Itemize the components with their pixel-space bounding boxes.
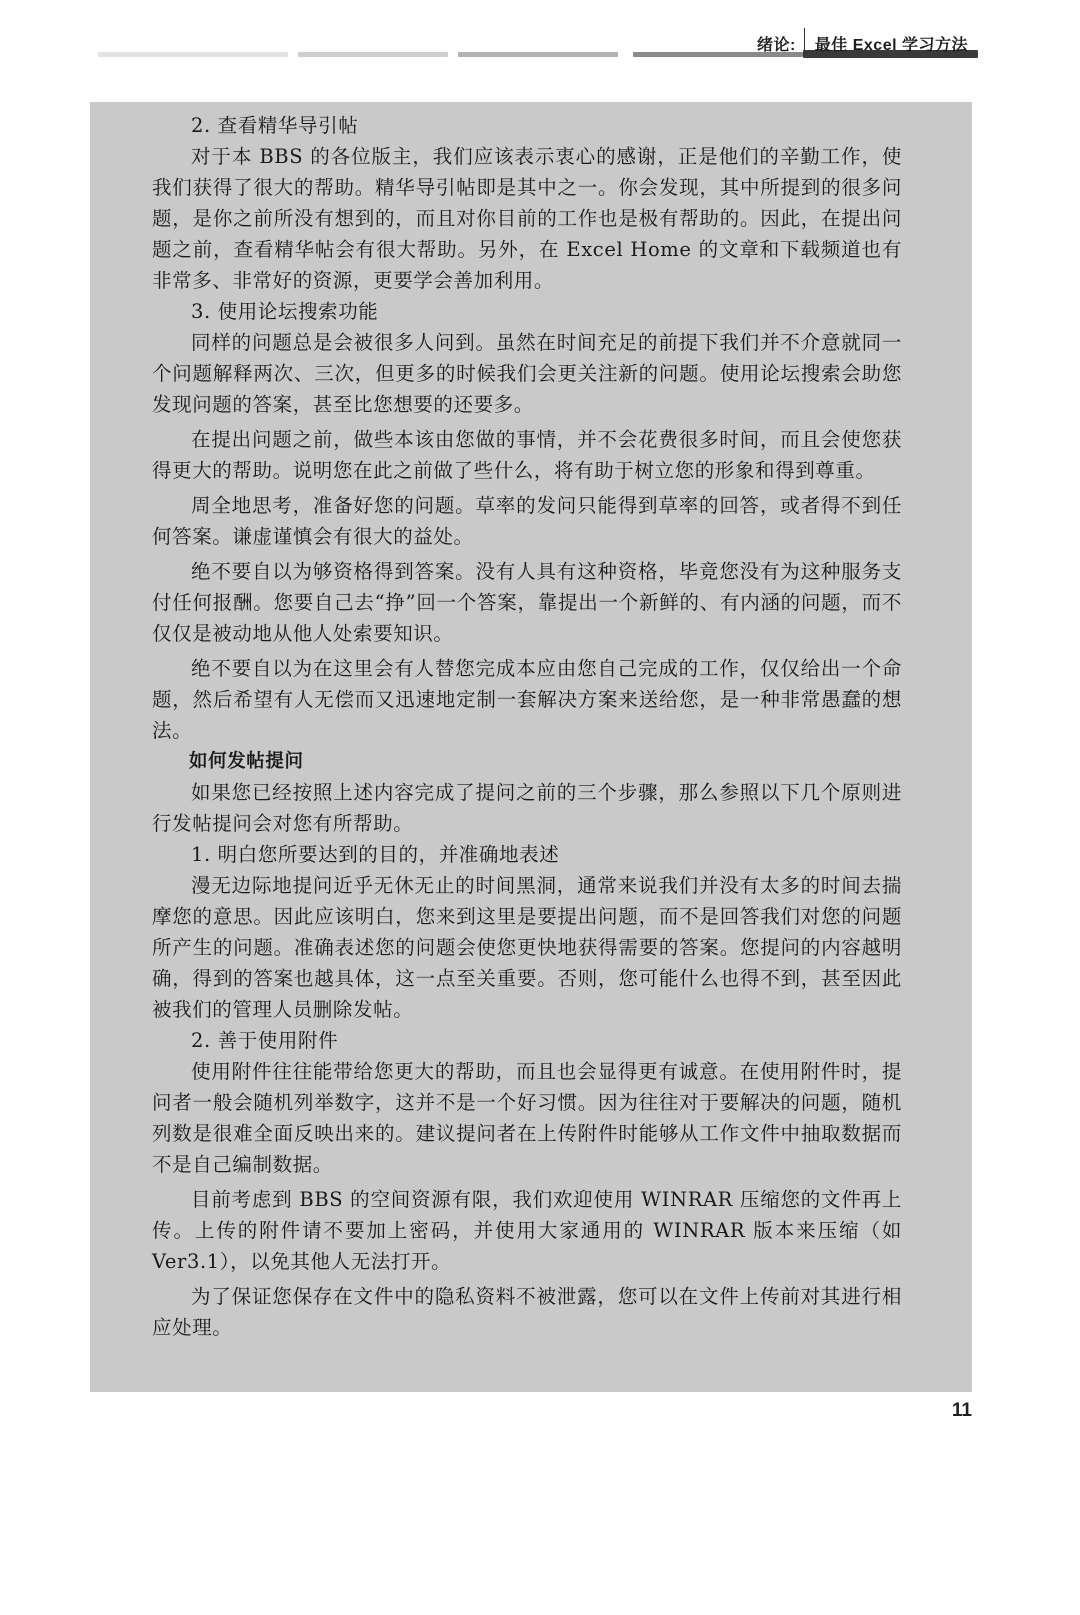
header-rule-segment (98, 52, 288, 57)
body-paragraph: 同样的问题总是会被很多人问到。虽然在时间充足的前提下我们并不介意就同一个问题解释两次、三次，但更多的时候我们会更关注新的问题。使用论坛搜索会助您发现问题的答案，甚至比您想要的还要多。 (152, 331, 902, 416)
page-number: 11 (951, 1400, 972, 1421)
header-rule-segment (458, 52, 618, 57)
body-paragraph: 为了保证您保存在文件中的隐私资料不被泄露，您可以在文件上传前对其进行相应处理。 (152, 1285, 902, 1339)
body-paragraph: 绝不要自以为够资格得到答案。没有人具有这种资格，毕竟您没有为这种服务支付任何报酬。您要自己去“挣”回一个答案，靠提出一个新鲜的、有内涵的问题，而不仅仅是被动地从他人处索要知识。 (152, 560, 902, 645)
body-paragraph: 绝不要自以为在这里会有人替您完成本应由您自己完成的工作，仅仅给出一个命题，然后希望有人无偿而又迅速地定制一套解决方案来送给您，是一种非常愚蠢的想法。 (152, 657, 902, 742)
section-heading: 3. 使用论坛搜索功能 (191, 300, 379, 323)
section-heading: 1. 明白您所要达到的目的，并准确地表述 (191, 843, 560, 866)
content-panel (90, 102, 972, 1392)
body-paragraph: 对于本 BBS 的各位版主，我们应该表示衷心的感谢，正是他们的辛勤工作，使我们获得了很大的帮助。精华导引帖即是其中之一。你会发现，其中所提到的很多问题，是你之前所没有想到的，而且对你目前的工作也是极有帮助的。因此，在提出问题之前，查看精华帖会有很大帮助。另外，在 Excel Home 的文章和下载频道也有非常多、非常好的资源，更要学会善加利用。 (152, 145, 902, 292)
body-paragraph: 目前考虑到 BBS 的空间资源有限，我们欢迎使用 WINRAR 压缩您的文件再上传。上传的附件请不要加上密码，并使用大家通用的 WINRAR 版本来压缩（如 Ver3.1），以免其他人无法打开。 (152, 1188, 902, 1273)
section-heading: 2. 查看精华导引帖 (191, 114, 359, 137)
header-rule-segment (298, 52, 448, 57)
body-paragraph: 漫无边际地提问近乎无休无止的时间黑洞，通常来说我们并没有太多的时间去揣摩您的意思。因此应该明白，您来到这里是要提出问题，而不是回答我们对您的问题所产生的问题。准确表述您的问题会使您更快地获得需要的答案。您提问的内容越明确，得到的答案也越具体，这一点至关重要。否则，您可能什么也得不到，甚至因此被我们的管理人员删除发帖。 (152, 874, 902, 1021)
section-heading: 2. 善于使用附件 (191, 1029, 339, 1052)
body-paragraph: 在提出问题之前，做些本该由您做的事情，并不会花费很多时间，而且会使您获得更大的帮助。说明您在此之前做了些什么，将有助于树立您的形象和得到尊重。 (152, 428, 902, 482)
header-title (757, 28, 968, 56)
running-header (98, 22, 978, 62)
body-paragraph: 周全地思考，准备好您的问题。草率的发问只能得到草率的回答，或者得不到任何答案。谦虚谨慎会有很大的益处。 (152, 494, 902, 548)
header-book-title: 最佳 Excel 学习方法 (814, 37, 968, 54)
header-chapter: 绪论: (756, 37, 796, 54)
bold-section-heading: 如何发帖提问 (189, 751, 304, 772)
header-separator (804, 28, 805, 56)
body-paragraph: 如果您已经按照上述内容完成了提问之前的三个步骤，那么参照以下几个原则进行发帖提问会对您有所帮助。 (152, 781, 902, 835)
body-paragraph: 使用附件往往能带给您更大的帮助，而且也会显得更有诚意。在使用附件时，提问者一般会随机列举数字，这并不是一个好习惯。因为往往对于要解决的问题，随机列数是很难全面反映出来的。建议提问者在上传附件时能够从工作文件中抽取数据而不是自己编制数据。 (152, 1060, 902, 1176)
